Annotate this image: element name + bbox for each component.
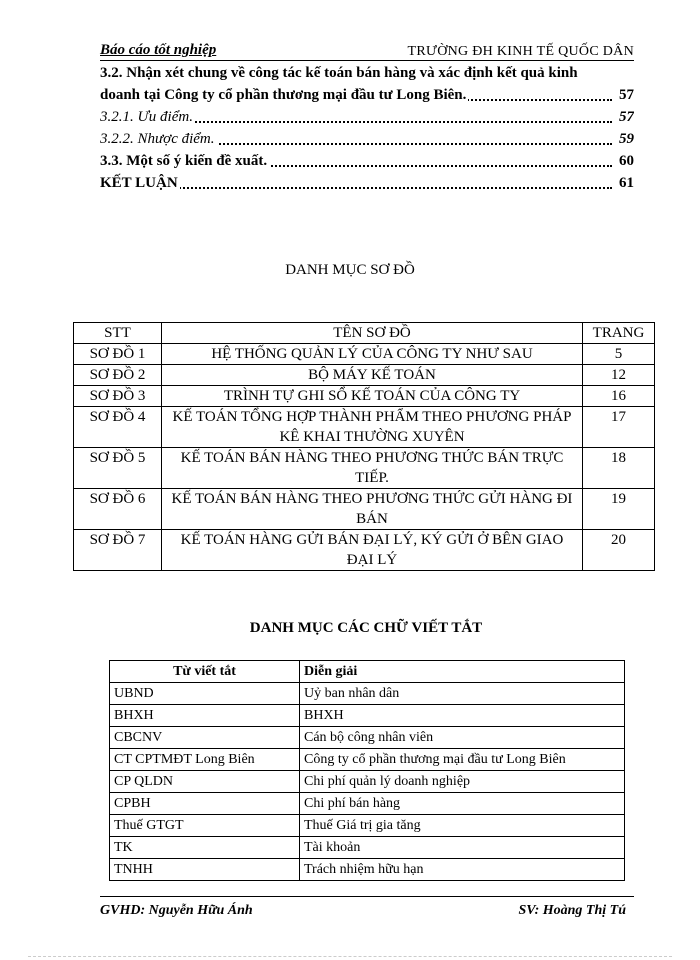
diagram-page: 18 (583, 448, 655, 489)
table-row (110, 859, 625, 881)
table-row (110, 771, 625, 793)
table-row (74, 344, 655, 365)
toc-item-page: 59 (617, 128, 634, 150)
table-row (74, 407, 655, 448)
diagram-page: 16 (583, 386, 655, 407)
toc-item-text: 3.2.1. Ưu điểm. (100, 106, 195, 128)
diagram-name: TRÌNH TỰ GHI SỔ KẾ TOÁN CỦA CÔNG TY (162, 386, 583, 407)
toc-item (100, 150, 634, 172)
diagram-page: 20 (583, 530, 655, 571)
abbreviation-meaning: Công ty cổ phần thương mại đầu tư Long Biên (300, 749, 625, 771)
diagram-number: SƠ ĐỒ 1 (74, 344, 162, 365)
toc-item-text: doanh tại Công ty cổ phần thương mại đầu tư Long Biên. (100, 84, 468, 106)
abbreviation-meaning: Cán bộ công nhân viên (300, 727, 625, 749)
abbreviation: UBND (110, 683, 300, 705)
diagram-name: KẾ TOÁN BÁN HÀNG THEO PHƯƠNG THỨC BÁN TRỰC TIẾP. (162, 448, 583, 489)
report-title: Báo cáo tốt nghiệp (100, 42, 217, 58)
diagram-name: KẾ TOÁN TỔNG HỢP THÀNH PHẨM THEO PHƯƠNG PHÁP KÊ KHAI THƯỜNG XUYÊN (162, 407, 583, 448)
column-header: Diễn giải (300, 661, 625, 683)
table-row (74, 448, 655, 489)
column-header: STT (74, 323, 162, 344)
toc-item (100, 84, 634, 106)
abbreviation: CPBH (110, 793, 300, 815)
toc-item-page: 57 (617, 106, 634, 128)
diagram-number: SƠ ĐỒ 7 (74, 530, 162, 571)
table-row (110, 683, 625, 705)
diagram-list-heading: DANH MỤC SƠ ĐỒ (285, 262, 415, 278)
toc-item-page: 61 (617, 172, 634, 194)
toc-item-text: 3.3. Một số ý kiến đề xuất. (100, 150, 269, 172)
toc-item (100, 172, 634, 194)
abbreviation: TK (110, 837, 300, 859)
table-row (110, 837, 625, 859)
column-header: TÊN SƠ ĐỒ (162, 323, 583, 344)
abbreviation-meaning: Tài khoản (300, 837, 625, 859)
supervisor-name: GVHD: Nguyễn Hữu Ánh (100, 903, 253, 918)
abbreviation-meaning: Chi phí quản lý doanh nghiệp (300, 771, 625, 793)
table-row (110, 705, 625, 727)
abbreviation: CP QLDN (110, 771, 300, 793)
university-name: TRƯỜNG ĐH KINH TẾ QUỐC DÂN (407, 44, 634, 59)
abbreviation: CT CPTMĐT Long Biên (110, 749, 300, 771)
diagram-number: SƠ ĐỒ 3 (74, 386, 162, 407)
page-footer (100, 896, 634, 917)
diagram-number: SƠ ĐỒ 6 (74, 489, 162, 530)
diagram-number: SƠ ĐỒ 5 (74, 448, 162, 489)
abbreviation-meaning: Uỷ ban nhân dân (300, 683, 625, 705)
toc-item-page: 60 (617, 150, 634, 172)
abbreviation-meaning: Trách nhiệm hữu hạn (300, 859, 625, 881)
diagram-page: 17 (583, 407, 655, 448)
table-row (110, 815, 625, 837)
abbreviation-table (109, 660, 625, 881)
table-row (110, 793, 625, 815)
diagram-page: 5 (583, 344, 655, 365)
table-row (110, 749, 625, 771)
abbreviation: Thuế GTGT (110, 815, 300, 837)
abbreviation: BHXH (110, 705, 300, 727)
abbreviation-list-heading: DANH MỤC CÁC CHỮ VIẾT TẮT (249, 620, 483, 636)
table-row (74, 386, 655, 407)
toc-item-text: 3.2. Nhận xét chung về công tác kế toán bán hàng và xác định kết quả kinh (100, 65, 578, 81)
student-name: SV: Hoàng Thị Tú (518, 903, 626, 918)
toc-item (100, 62, 634, 84)
toc-item (100, 128, 634, 150)
abbreviation-meaning: Thuế Giá trị gia tăng (300, 815, 625, 837)
toc-item-text: KẾT LUẬN (100, 172, 180, 194)
toc-item-text: 3.2.2. Nhược điểm. (100, 128, 217, 150)
table-row (74, 530, 655, 571)
diagram-list-table (73, 322, 655, 571)
diagram-name: BỘ MÁY KẾ TOÁN (162, 365, 583, 386)
page-bottom-divider (28, 956, 672, 957)
diagram-name: HỆ THỐNG QUẢN LÝ CỦA CÔNG TY NHƯ SAU (162, 344, 583, 365)
diagram-page: 12 (583, 365, 655, 386)
diagram-number: SƠ ĐỒ 2 (74, 365, 162, 386)
diagram-name: KẾ TOÁN HÀNG GỬI BÁN ĐẠI LÝ, KÝ GỬI Ở BÊN GIAO ĐẠI LÝ (162, 530, 583, 571)
diagram-name: KẾ TOÁN BÁN HÀNG THEO PHƯƠNG THỨC GỬI HÀNG ĐI BÁN (162, 489, 583, 530)
diagram-page: 19 (583, 489, 655, 530)
abbreviation: CBCNV (110, 727, 300, 749)
table-header-row (74, 323, 655, 344)
table-row (74, 489, 655, 530)
abbreviation-meaning: BHXH (300, 705, 625, 727)
page-header (100, 42, 634, 61)
toc-item-page: 57 (617, 84, 634, 106)
table-row (110, 727, 625, 749)
toc-item (100, 106, 634, 128)
table-of-contents (100, 62, 634, 194)
column-header: TRANG (583, 323, 655, 344)
column-header: Từ viết tắt (110, 661, 300, 683)
table-row (74, 365, 655, 386)
abbreviation: TNHH (110, 859, 300, 881)
table-header-row (110, 661, 625, 683)
diagram-number: SƠ ĐỒ 4 (74, 407, 162, 448)
abbreviation-meaning: Chi phí bán hàng (300, 793, 625, 815)
